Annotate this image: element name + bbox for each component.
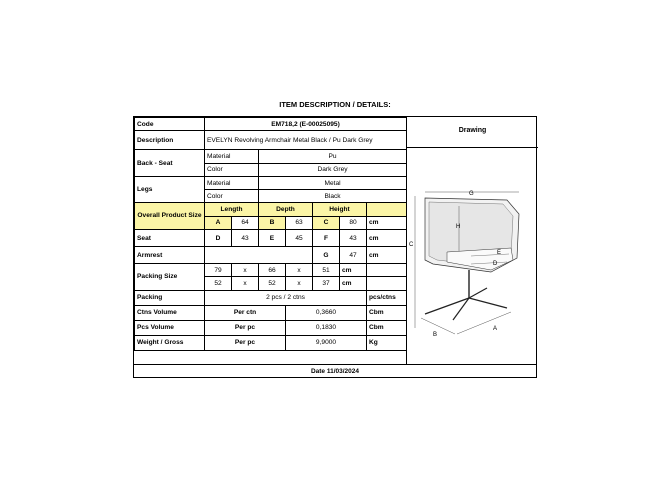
drawing-label-h: H: [456, 224, 461, 230]
pcs-volume-row: [135, 320, 407, 335]
ctns-volume-label: Ctns Volume: [135, 305, 205, 320]
packing-2-height: 37: [313, 277, 340, 290]
packing-size-label: Packing Size: [135, 264, 205, 291]
legs-color-value: Black: [259, 190, 407, 203]
packing-2-unit: cm: [340, 277, 367, 290]
legs-material-label: Material: [205, 176, 259, 189]
description-value: EVELYN Revolving Armchair Metal Black / Pu Dark Grey: [205, 131, 407, 150]
pcs-volume-label: Pcs Volume: [135, 320, 205, 335]
back-seat-label: Back - Seat: [135, 150, 205, 177]
depth-header: Depth: [259, 203, 313, 216]
weight-per: Per pc: [205, 335, 286, 350]
dim-d-letter: D: [205, 230, 232, 247]
packing-size-row-1: [135, 264, 407, 277]
packing-1-blank: [367, 264, 407, 277]
document-title: ITEM DESCRIPTION / DETAILS:: [279, 100, 391, 109]
packing-2-width: 52: [259, 277, 286, 290]
dim-e-letter: E: [259, 230, 286, 247]
back-seat-color-label: Color: [205, 163, 259, 176]
packing-2-length: 52: [205, 277, 232, 290]
armrest-blank-cell: [205, 247, 313, 264]
packing-1-x2: x: [286, 264, 313, 277]
spec-sheet: [133, 116, 537, 378]
length-header: Length: [205, 203, 259, 216]
drawing-label-g: G: [469, 191, 474, 197]
armrest-row: [135, 247, 407, 264]
ctns-volume-row: [135, 305, 407, 320]
weight-label: Weight / Gross: [135, 335, 205, 350]
dim-b-value: 63: [286, 216, 313, 229]
packing-2-blank: [367, 277, 407, 290]
pcs-volume-unit: Cbm: [367, 320, 407, 335]
dim-e-value: 45: [286, 230, 313, 247]
dim-g-value: 47: [340, 247, 367, 264]
weight-unit: Kg: [367, 335, 407, 350]
overall-size-label: Overall Product Size: [135, 203, 205, 230]
seat-row: [135, 230, 407, 247]
code-value: EM718,2 (E-00025095): [205, 118, 407, 131]
spec-table: [134, 117, 407, 351]
drawing-label-d: D: [493, 261, 498, 267]
chair-leg-back: [469, 288, 487, 298]
seat-label: Seat: [135, 230, 205, 247]
dim-c-value: 80: [340, 216, 367, 229]
back-seat-material-value: Pu: [259, 150, 407, 163]
packing-2-x1: x: [232, 277, 259, 290]
ctns-volume-unit: Cbm: [367, 305, 407, 320]
weight-row: [135, 335, 407, 350]
description-label: Description: [135, 131, 205, 150]
dim-c-letter: C: [313, 216, 340, 229]
armrest-unit: cm: [367, 247, 407, 264]
dim-a-value: 64: [232, 216, 259, 229]
overall-unit: cm: [367, 216, 407, 229]
chair-leg-right: [469, 298, 507, 308]
drawing-label-b: B: [433, 332, 438, 338]
drawing-label-c: C: [409, 242, 414, 248]
chair-drawing: [407, 148, 537, 362]
weight-value: 9,9000: [286, 335, 367, 350]
back-seat-material-label: Material: [205, 150, 259, 163]
packing-1-height: 51: [313, 264, 340, 277]
overall-blank-cell: [367, 203, 407, 216]
packing-value: 2 pcs / 2 ctns: [205, 290, 367, 305]
dim-f-value: 43: [340, 230, 367, 247]
height-header: Height: [313, 203, 367, 216]
document-date: Date 11/03/2024: [134, 364, 536, 379]
drawing-label-e: E: [497, 250, 502, 256]
packing-2-x2: x: [286, 277, 313, 290]
dim-a-line: [457, 312, 511, 334]
drawing-label-a: A: [493, 326, 498, 332]
dim-f-letter: F: [313, 230, 340, 247]
packing-1-length: 79: [205, 264, 232, 277]
dim-g-letter: G: [313, 247, 340, 264]
packing-unit: pcs/ctns: [367, 290, 407, 305]
drawing-panel: [406, 117, 538, 364]
legs-color-label: Color: [205, 190, 259, 203]
dim-b-line: [421, 318, 455, 334]
code-label: Code: [135, 118, 205, 131]
code-row: [135, 118, 407, 131]
packing-row: [135, 290, 407, 305]
pcs-volume-value: 0,1830: [286, 320, 367, 335]
ctns-volume-value: 0,3660: [286, 305, 367, 320]
description-row: [135, 131, 407, 150]
armrest-label: Armrest: [135, 247, 205, 264]
back-seat-color-value: Dark Grey: [259, 163, 407, 176]
ctns-volume-per: Per ctn: [205, 305, 286, 320]
legs-label: Legs: [135, 176, 205, 203]
dim-d-value: 43: [232, 230, 259, 247]
packing-1-width: 66: [259, 264, 286, 277]
packing-label: Packing: [135, 290, 205, 305]
dim-b-letter: B: [259, 216, 286, 229]
drawing-title: Drawing: [407, 117, 538, 148]
dim-a-letter: A: [205, 216, 232, 229]
seat-unit: cm: [367, 230, 407, 247]
packing-1-x1: x: [232, 264, 259, 277]
legs-material-row: [135, 176, 407, 189]
chair-leg-left: [425, 298, 469, 314]
packing-1-unit: cm: [340, 264, 367, 277]
pcs-volume-per: Per pc: [205, 320, 286, 335]
legs-material-value: Metal: [259, 176, 407, 189]
back-seat-material-row: [135, 150, 407, 163]
overall-size-header-row: [135, 203, 407, 216]
